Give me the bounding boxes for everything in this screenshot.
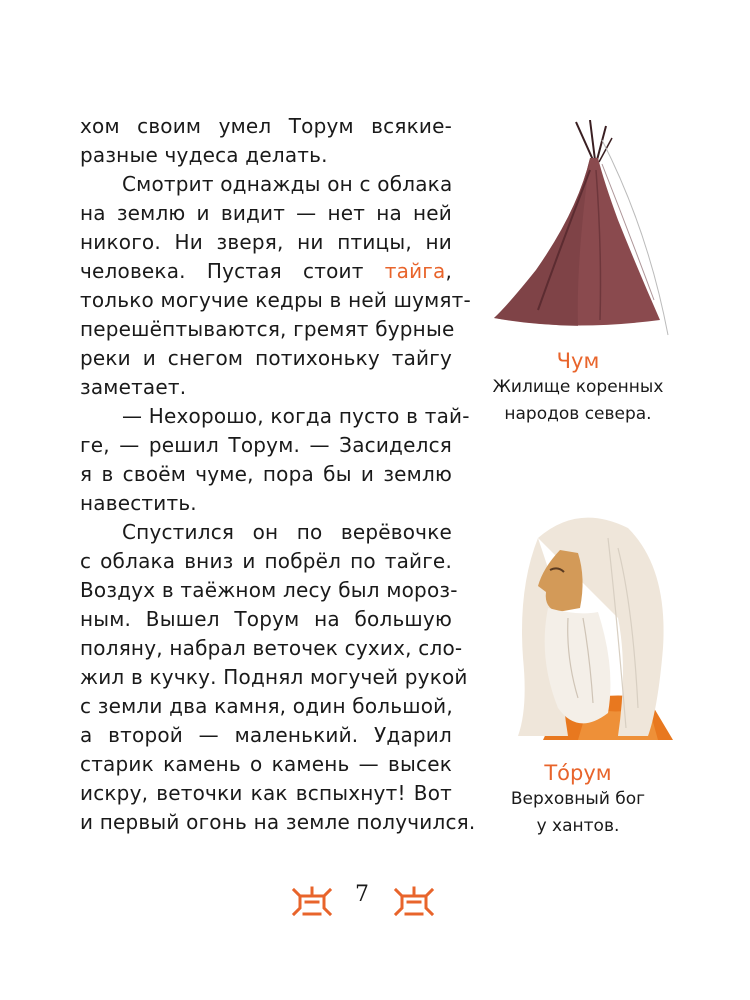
story-line bbox=[80, 431, 452, 460]
story-line-text: искру, веточки как вспыхнут! Вот bbox=[80, 781, 452, 805]
story-line-text: Смотрит однажды он с облака bbox=[122, 172, 453, 196]
story-line bbox=[80, 634, 463, 663]
story-line bbox=[80, 576, 458, 605]
glossary-chum-title: Чум bbox=[556, 349, 600, 373]
story-line bbox=[80, 170, 452, 199]
story-line-text: жил в кучку. Поднял могучей рукой bbox=[80, 665, 468, 689]
story-line-text: только могучие кедры в ней шумят- bbox=[80, 288, 471, 312]
story-line bbox=[80, 692, 452, 721]
ornament-left-icon bbox=[290, 884, 334, 920]
story-line bbox=[80, 518, 452, 547]
story-line bbox=[80, 779, 452, 808]
story-line bbox=[80, 460, 452, 489]
story-line-text: ге, — решил Торум. — Засиделся bbox=[80, 433, 452, 457]
story-line-text: старик камень о камень — высек bbox=[80, 752, 452, 776]
story-line bbox=[80, 547, 452, 576]
story-line bbox=[80, 315, 455, 344]
torum-illustration bbox=[498, 508, 678, 740]
story-line-text: навестить. bbox=[80, 491, 197, 515]
glossary-torum-text-1: Верховный бог bbox=[510, 789, 646, 809]
story-line bbox=[80, 112, 452, 141]
page-number: 7 bbox=[355, 882, 369, 907]
story-line-text: Воздух в таёжном лесу был мороз- bbox=[80, 578, 458, 602]
story-line-text: я в своём чуме, пора бы и землю bbox=[80, 462, 452, 486]
story-line-text: с облака вниз и побрёл по тайге. bbox=[80, 549, 452, 573]
story-line-text: а второй — маленький. Ударил bbox=[80, 723, 452, 747]
story-line bbox=[80, 402, 470, 431]
story-line bbox=[80, 286, 471, 315]
story-line-punct: , bbox=[445, 259, 452, 283]
story-line-text: заметает. bbox=[80, 375, 187, 399]
story-line-text: с земли два камня, один большой, bbox=[80, 694, 453, 718]
glossary-torum bbox=[478, 760, 678, 840]
story-line bbox=[80, 750, 452, 779]
story-line-text: человека. Пустая стоит bbox=[80, 259, 385, 283]
story-line bbox=[80, 663, 468, 692]
story-line bbox=[80, 605, 452, 634]
story-line bbox=[80, 257, 452, 286]
story-line-text: на землю и видит — нет на ней bbox=[80, 201, 452, 225]
page-footer bbox=[0, 878, 750, 928]
glossary-link-taiga: тайга bbox=[384, 259, 446, 283]
story-text bbox=[80, 112, 476, 837]
story-line bbox=[80, 808, 476, 837]
story-line bbox=[80, 373, 452, 402]
story-line bbox=[80, 721, 452, 750]
chum-tent-illustration bbox=[478, 120, 693, 345]
story-line bbox=[80, 141, 452, 170]
story-line-text: перешёптываются, гремят бурные bbox=[80, 317, 455, 341]
glossary-torum-text-2: у хантов. bbox=[536, 816, 620, 836]
story-line-text: поляну, набрал веточек сухих, сло- bbox=[80, 636, 463, 660]
glossary-chum-text-2: народов севера. bbox=[504, 404, 652, 424]
story-line-text: ным. Вышел Торум на большую bbox=[80, 607, 452, 631]
glossary-chum-text-1: Жилище коренных bbox=[492, 377, 664, 397]
story-line-text: реки и снегом потихоньку тайгу bbox=[80, 346, 452, 370]
story-line bbox=[80, 228, 452, 257]
story-line-text: никого. Ни зверя, ни птицы, ни bbox=[80, 230, 452, 254]
story-line-text: — Нехорошо, когда пусто в тай- bbox=[122, 404, 470, 428]
story-line-text: хом своим умел Торум всякие- bbox=[80, 114, 452, 138]
story-line-text: Спустился он по верёвочке bbox=[122, 520, 452, 544]
glossary-chum bbox=[478, 348, 678, 428]
story-line bbox=[80, 489, 452, 518]
story-line bbox=[80, 199, 452, 228]
ornament-right-icon bbox=[392, 884, 436, 920]
glossary-torum-title: То́рум bbox=[544, 761, 612, 785]
story-line-text: и первый огонь на земле получился. bbox=[80, 810, 476, 834]
story-line-text: разные чудеса делать. bbox=[80, 143, 328, 167]
story-line bbox=[80, 344, 452, 373]
